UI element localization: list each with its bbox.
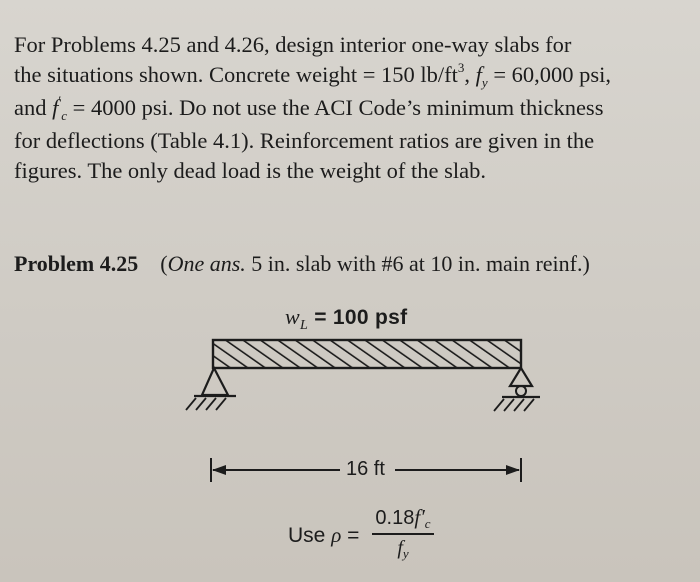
- use-rho-label: Use ρ =: [288, 523, 360, 547]
- formula-denominator: $f_y$: [397, 537, 409, 561]
- formula-numerator: $0.18f'_c$: [375, 505, 431, 531]
- roller-support-right: [494, 368, 540, 411]
- statement-line-4: for deflections (Table 4.1). Reinforcement ratios are given in the: [14, 128, 595, 153]
- statement-line-5: figures. The only dead load is the weight of the slab.: [14, 158, 486, 183]
- answer-note: (One ans. 5 in. slab with #6 at 10 in. main reinf.): [160, 251, 590, 276]
- statement-line-2: the situations shown. Concrete weight = 150 $lb/ft^3$, $f_y = 60,000$ psi,: [14, 60, 612, 90]
- slab-beam: [213, 340, 521, 368]
- reinforcement-ratio-formula: [372, 505, 434, 560]
- problem-number: Problem 4.25: [14, 251, 139, 276]
- live-load-label: $w_L = 100$ psf: [285, 304, 408, 333]
- pin-support-left: [186, 368, 236, 410]
- statement-line-3: and $f'_c = 4000$ psi. Do not use the ACI Code’s minimum thickness: [14, 93, 604, 123]
- fraction-bar: [372, 533, 434, 535]
- statement-line-1: For Problems 4.25 and 4.26, design interior one-way slabs for: [14, 32, 572, 57]
- span-length-label: 16 ft: [346, 458, 385, 480]
